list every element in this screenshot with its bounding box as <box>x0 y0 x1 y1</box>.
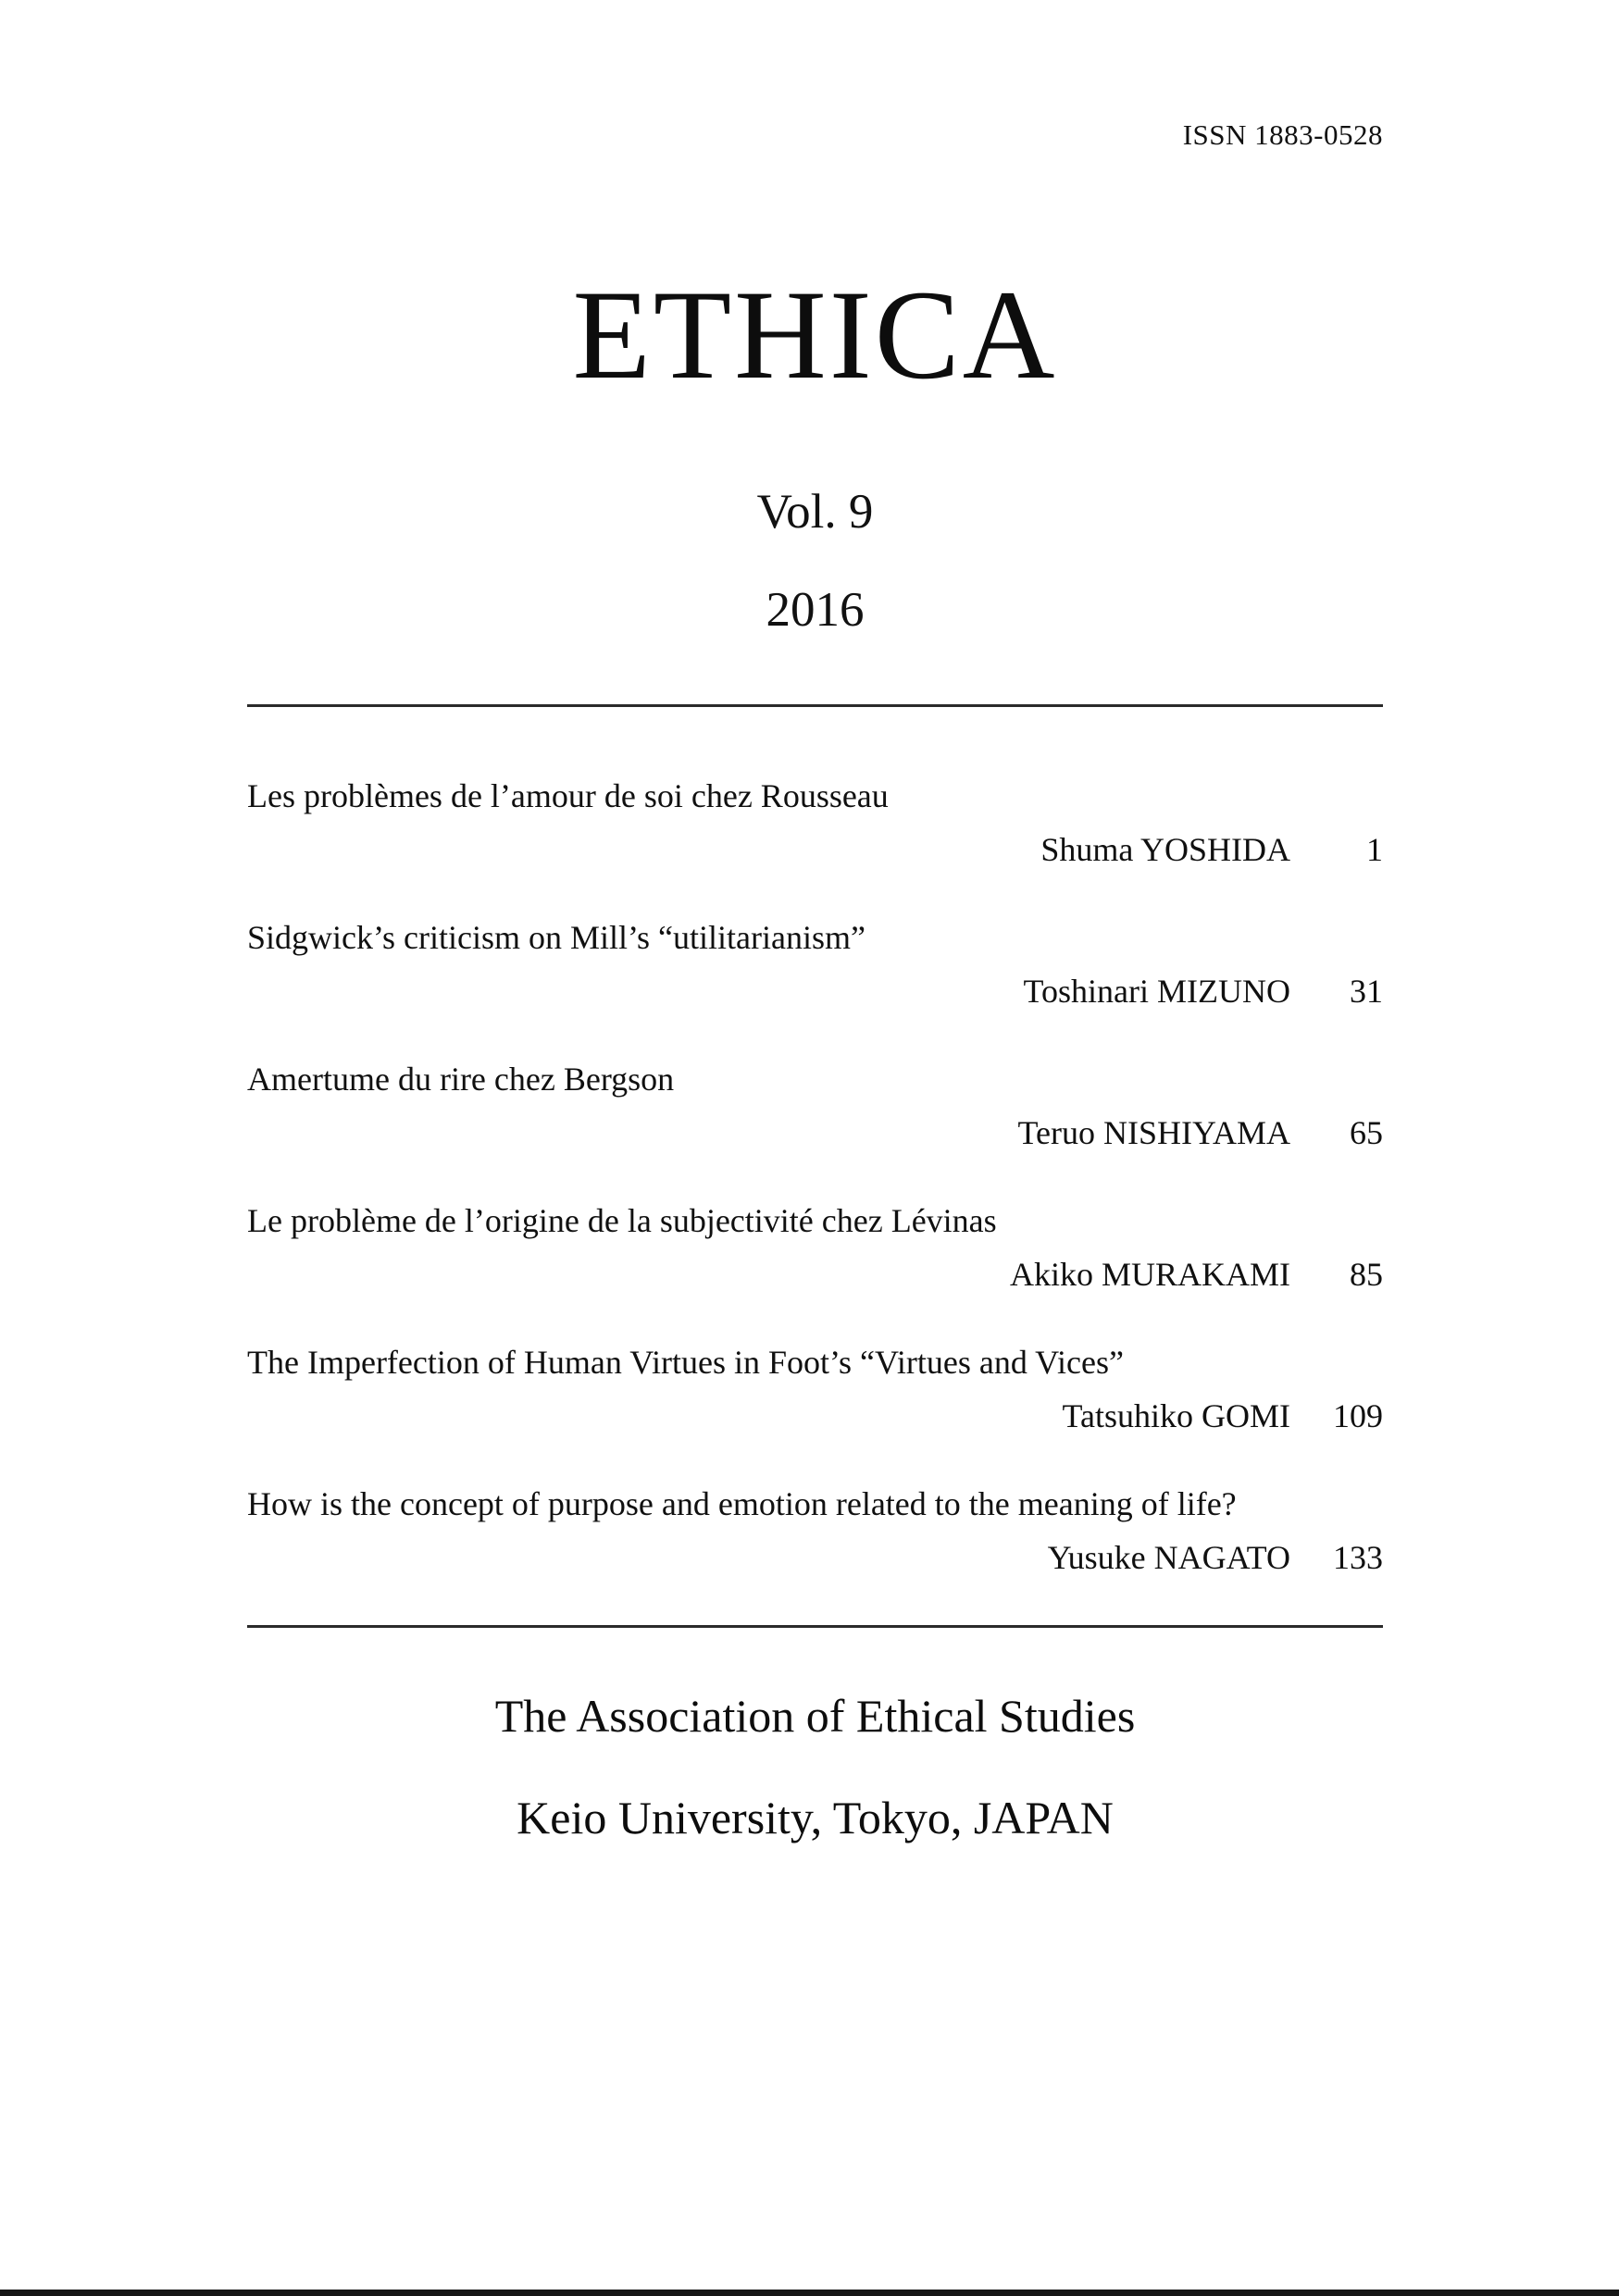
scan-edge-artifact <box>0 2290 1619 2296</box>
article-title: Sidgwick’s criticism on Mill’s “utilitarianism” <box>247 919 866 956</box>
article-byline <box>247 1396 1383 1435</box>
article-byline <box>247 1255 1383 1294</box>
toc-list <box>247 776 1383 1577</box>
article-page-number: 65 <box>1350 1114 1383 1151</box>
article-title: Les problèmes de l’amour de soi chez Rousseau <box>247 777 889 814</box>
article-title: Le problème de l’origine de la subjectivité chez Lévinas <box>247 1202 997 1239</box>
toc-entry <box>247 1342 1383 1435</box>
article-page-number: 85 <box>1350 1256 1383 1293</box>
article-page-number: 31 <box>1350 973 1383 1010</box>
article-page-number: 133 <box>1333 1539 1383 1576</box>
toc-entry <box>247 1200 1383 1294</box>
article-page-number: 1 <box>1366 831 1383 868</box>
divider-line-bottom <box>247 1625 1383 1628</box>
article-author: Toshinari MIZUNO <box>1023 973 1290 1010</box>
toc-entry <box>247 1483 1383 1577</box>
article-author: Akiko MURAKAMI <box>1009 1256 1290 1293</box>
article-byline <box>247 1538 1383 1577</box>
article-title: The Imperfection of Human Virtues in Foot’s “Virtues and Vices” <box>247 1344 1124 1381</box>
article-author: Tatsuhiko GOMI <box>1062 1397 1290 1434</box>
article-author: Yusuke NAGATO <box>1047 1539 1290 1576</box>
toc-entry <box>247 1059 1383 1152</box>
article-byline <box>247 830 1383 869</box>
article-title: Amertume du rire chez Bergson <box>247 1061 675 1098</box>
divider-line-top <box>247 704 1383 707</box>
article-page-number: 109 <box>1333 1397 1383 1434</box>
article-author: Shuma YOSHIDA <box>1040 831 1290 868</box>
article-byline <box>247 1113 1383 1152</box>
publisher-university: Keio University, Tokyo, JAPAN <box>517 1792 1114 1843</box>
journal-title: ETHICA <box>572 264 1058 405</box>
volume-number: Vol. 9 <box>756 485 874 539</box>
toc-entry <box>247 776 1383 869</box>
publisher-association: The Association of Ethical Studies <box>494 1690 1136 1742</box>
article-author: Teruo NISHIYAMA <box>1017 1114 1290 1151</box>
publication-year: 2016 <box>766 583 865 637</box>
issn-number: ISSN 1883-0528 <box>1182 118 1383 151</box>
article-title: How is the concept of purpose and emotion related to the meaning of life? <box>247 1485 1237 1522</box>
toc-entry <box>247 917 1383 1011</box>
article-byline <box>247 972 1383 1011</box>
